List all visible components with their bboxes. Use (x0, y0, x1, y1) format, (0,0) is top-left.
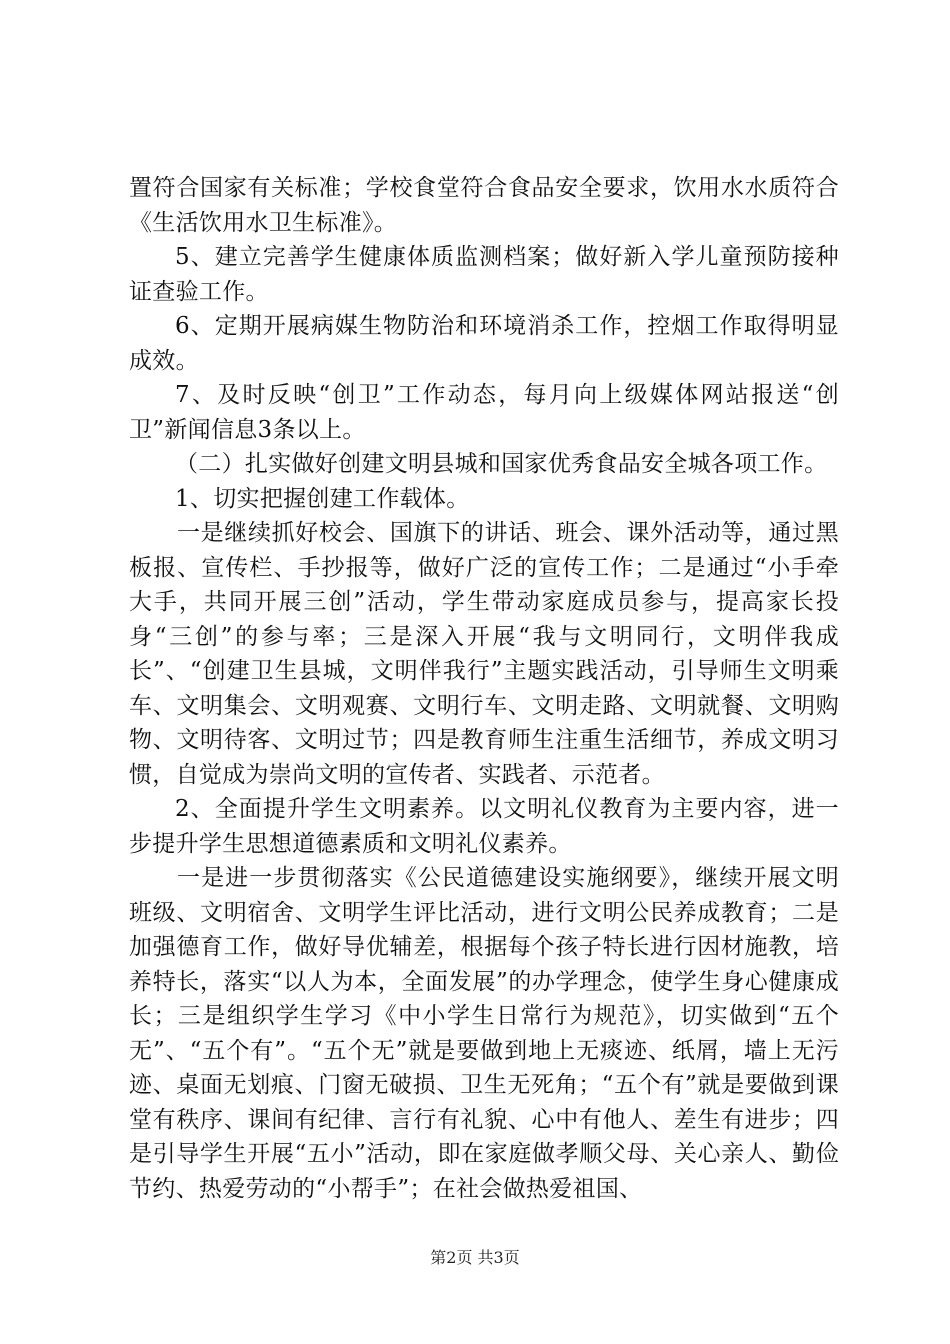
paragraph-civility-details: 一是进一步贯彻落实《公民道德建设实施纲要》，继续开展文明班级、文明宿舍、文明学生评比活动，进行文明公民养成教育；二是加强德育工作，做好导优辅差，根据每个孩子特长进行因材施教，培养特长，落实“以人为本，全面发展”的办学理念，使学生身心健康成长；三是组织学生学习《中小学生日常行为规范》，切实做到“五个无”、“五个有”。“五个无”就是要做到地上无痰迹、纸屑，墙上无污迹、桌面无划痕、门窗无破损、卫生无死角；“五个有”就是要做到课堂有秩序、课间有纪律、言行有礼貌、心中有他人、差生有进步；四是引导学生开展“五小”活动，即在家庭做孝顺父母、关心亲人、勤俭节约、热爱劳动的“小帮手”；在社会做热爱祖国、 (129, 865, 839, 1202)
paragraph-carrier-details: 一是继续抓好校会、国旗下的讲话、班会、课外活动等，通过黑板报、宣传栏、手抄报等，做好广泛的宣传工作；二是通过“小手牵大手，共同开展三创”活动，学生带动家庭成员参与，提高家长投身“三创”的参与率；三是深入开展“我与文明同行，文明伴我成长”、“创建卫生县城，文明伴我行”主题实践活动，引导师生文明乘车、文明集会、文明观赛、文明行车、文明走路、文明就餐、文明购物、文明待客、文明过节；四是教育师生注重生活细节，养成文明习惯，自觉成为崇尚文明的宣传者、实践者、示范者。 (129, 520, 839, 788)
paragraph-continuation: 置符合国家有关标准；学校食堂符合食品安全要求，饮用水水质符合《生活饮用水卫生标准》。 (129, 175, 839, 236)
document-body (129, 171, 839, 1206)
subheading-2: 2、全面提升学生文明素养。以文明礼仪教育为主要内容，进一步提升学生思想道德素质和文明礼仪素养。 (129, 796, 839, 857)
paragraph-item-7: 7、及时反映“创卫”工作动态，每月向上级媒体网站报送“创卫”新闻信息3条以上。 (129, 382, 839, 443)
section-heading-2: （二）扎实做好创建文明县城和国家优秀食品安全城各项工作。 (175, 451, 828, 477)
page-number-footer: 第2页 共3页 (430, 1248, 520, 1267)
paragraph-item-6: 6、定期开展病媒生物防治和环境消杀工作，控烟工作取得明显成效。 (129, 313, 839, 374)
paragraph-item-5: 5、建立完善学生健康体质监测档案；做好新入学儿童预防接种证查验工作。 (129, 244, 839, 305)
subheading-1: 1、切实把握创建工作载体。 (175, 485, 470, 512)
